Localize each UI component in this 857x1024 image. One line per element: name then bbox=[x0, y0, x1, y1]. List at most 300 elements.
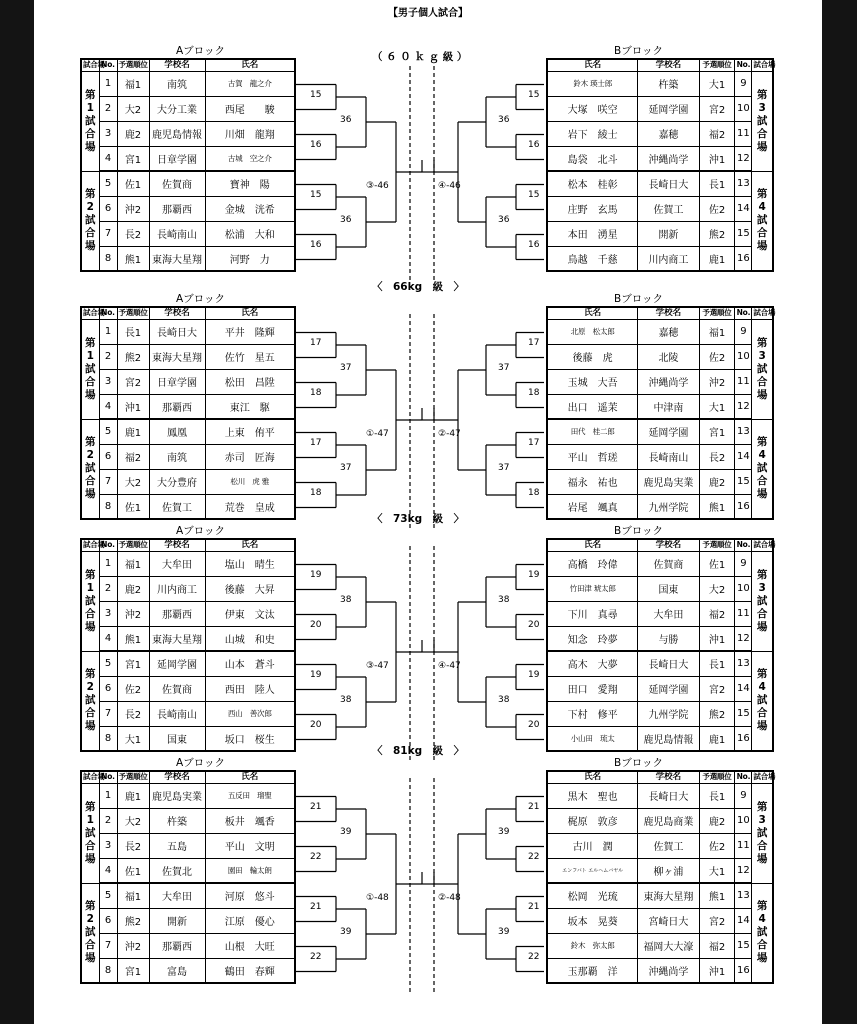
mat-label: 第 1 試 合 場 bbox=[81, 319, 99, 419]
qualifying-rank: 佐1 bbox=[117, 858, 149, 883]
competitor-row bbox=[547, 394, 773, 419]
competitor-row bbox=[547, 908, 773, 933]
column-header: No. bbox=[99, 307, 117, 319]
athlete-name: 西尾 駿 bbox=[205, 96, 295, 121]
tournament-sheet bbox=[34, 0, 822, 1024]
athlete-name: 本田 湧星 bbox=[547, 221, 638, 246]
entry-number: 3 bbox=[99, 601, 117, 626]
competitor-row bbox=[81, 883, 295, 908]
school-name: 長崎日大 bbox=[149, 319, 205, 344]
athlete-name: 松川 虎 雅 bbox=[205, 469, 295, 494]
school-name: 鳳凰 bbox=[149, 419, 205, 444]
school-name: 長崎日大 bbox=[638, 651, 699, 676]
athlete-name: 鈴木 瑛士郎 bbox=[547, 71, 638, 96]
entry-number: 13 bbox=[735, 171, 752, 196]
mat-label: 第 1 試 合 場 bbox=[81, 551, 99, 651]
athlete-name: 塩山 晴生 bbox=[205, 551, 295, 576]
competitor-row bbox=[81, 369, 295, 394]
block-b-table bbox=[546, 770, 774, 984]
qualifying-rank: 長1 bbox=[699, 651, 735, 676]
school-name: 沖縄尚学 bbox=[638, 958, 699, 983]
competitor-row bbox=[547, 958, 773, 983]
athlete-name: 大塚 咲空 bbox=[547, 96, 638, 121]
semifinal-match-number: ①-47 bbox=[366, 429, 389, 439]
entry-number: 4 bbox=[99, 146, 117, 171]
school-name: 川内商工 bbox=[149, 576, 205, 601]
entry-number: 14 bbox=[735, 908, 752, 933]
school-name: 長崎日大 bbox=[638, 171, 699, 196]
school-name: 鹿児島商業 bbox=[638, 808, 699, 833]
competitor-row bbox=[81, 651, 295, 676]
entry-number: 9 bbox=[735, 71, 752, 96]
column-header: 試合場 bbox=[753, 308, 776, 318]
athlete-name: 東江 駆 bbox=[205, 394, 295, 419]
school-name: 南筑 bbox=[149, 444, 205, 469]
entry-number: 15 bbox=[735, 701, 752, 726]
entry-number: 4 bbox=[99, 858, 117, 883]
competitor-row bbox=[547, 319, 773, 344]
qualifying-rank: 宮2 bbox=[699, 908, 735, 933]
column-header: 学校名 bbox=[638, 59, 699, 71]
athlete-name: 古城 空之介 bbox=[205, 146, 295, 171]
round2-match-number: 39 bbox=[340, 827, 352, 837]
qualifying-rank: 宮2 bbox=[117, 369, 149, 394]
competitor-row bbox=[81, 601, 295, 626]
school-name: 国東 bbox=[638, 576, 699, 601]
athlete-name: 福永 祐也 bbox=[547, 469, 638, 494]
column-header: 学校名 bbox=[149, 771, 205, 783]
school-name: 長崎日大 bbox=[638, 783, 699, 808]
mat-label: 第 2 試 合 場 bbox=[81, 883, 99, 983]
athlete-name: 河野 力 bbox=[205, 246, 295, 271]
entry-number: 2 bbox=[99, 344, 117, 369]
athlete-name: 庄野 玄馬 bbox=[547, 196, 638, 221]
mat-label: 第 2 試 合 場 bbox=[81, 651, 99, 751]
qualifying-rank: 熊1 bbox=[699, 883, 735, 908]
round1-match-number: 19 bbox=[310, 570, 322, 580]
mat-label: 第 4 試 合 場 bbox=[752, 883, 773, 983]
school-name: 中津南 bbox=[638, 394, 699, 419]
column-header: 試合場 bbox=[83, 308, 105, 318]
athlete-name: 後藤 虎 bbox=[547, 344, 638, 369]
round1-match-number: 17 bbox=[528, 338, 540, 348]
school-name: 沖縄尚学 bbox=[638, 369, 699, 394]
competitor-row bbox=[81, 146, 295, 171]
weight-section bbox=[34, 30, 822, 266]
qualifying-rank: 熊2 bbox=[117, 344, 149, 369]
qualifying-rank: 大1 bbox=[699, 71, 735, 96]
school-name: 佐賀商 bbox=[638, 551, 699, 576]
column-header: 予選順位 bbox=[118, 540, 148, 550]
qualifying-rank: 大2 bbox=[117, 808, 149, 833]
round1-match-number: 16 bbox=[310, 140, 322, 150]
school-name: 東海大星翔 bbox=[149, 246, 205, 271]
qualifying-rank: 沖2 bbox=[117, 601, 149, 626]
qualifying-rank: 宮1 bbox=[117, 651, 149, 676]
entry-number: 14 bbox=[735, 196, 752, 221]
qualifying-rank: 大1 bbox=[699, 858, 735, 883]
round2-match-number: 37 bbox=[340, 463, 352, 473]
column-header: 予選順位 bbox=[118, 772, 148, 782]
athlete-name: 坂本 晃葵 bbox=[547, 908, 638, 933]
round1-match-number: 19 bbox=[528, 570, 540, 580]
competitor-row bbox=[547, 551, 773, 576]
column-header: No. bbox=[736, 60, 751, 70]
column-header: 氏名 bbox=[547, 539, 638, 551]
block-b-table bbox=[546, 58, 774, 272]
qualifying-rank: 大2 bbox=[117, 469, 149, 494]
school-name: 佐賀北 bbox=[149, 858, 205, 883]
competitor-row bbox=[547, 444, 773, 469]
competitor-row bbox=[547, 369, 773, 394]
round1-match-number: 15 bbox=[528, 90, 540, 100]
school-name: 佐賀工 bbox=[149, 494, 205, 519]
school-name: 五島 bbox=[149, 833, 205, 858]
column-header: 学校名 bbox=[149, 539, 205, 551]
school-name: 東海大星翔 bbox=[149, 626, 205, 651]
round1-match-number: 17 bbox=[528, 438, 540, 448]
column-header: 予選順位 bbox=[118, 60, 148, 70]
school-name: 延岡学園 bbox=[638, 96, 699, 121]
school-name: 嘉穂 bbox=[638, 121, 699, 146]
school-name: 那覇西 bbox=[149, 601, 205, 626]
competitor-row bbox=[547, 626, 773, 651]
school-name: 延岡学園 bbox=[149, 651, 205, 676]
entry-number: 3 bbox=[99, 833, 117, 858]
athlete-name: 鈴木 弥太郎 bbox=[547, 933, 638, 958]
column-header: 氏名 bbox=[205, 59, 295, 71]
entry-number: 16 bbox=[735, 494, 752, 519]
athlete-name: 西山 善次郎 bbox=[205, 701, 295, 726]
competitor-row bbox=[81, 933, 295, 958]
school-name: 鹿児島情報 bbox=[149, 121, 205, 146]
competitor-row bbox=[547, 676, 773, 701]
school-name: 九州学院 bbox=[638, 701, 699, 726]
athlete-name: 松田 昌陞 bbox=[205, 369, 295, 394]
athlete-name: 上東 侑平 bbox=[205, 419, 295, 444]
athlete-name: 後藤 大昇 bbox=[205, 576, 295, 601]
qualifying-rank: 沖2 bbox=[117, 933, 149, 958]
school-name: 嘉穂 bbox=[638, 319, 699, 344]
qualifying-rank: 熊1 bbox=[117, 626, 149, 651]
competitor-row bbox=[81, 246, 295, 271]
round1-match-number: 22 bbox=[310, 852, 322, 862]
competitor-row bbox=[81, 808, 295, 833]
round1-match-number: 20 bbox=[528, 620, 540, 630]
athlete-name: 高木 大夢 bbox=[547, 651, 638, 676]
block-a-title: Aブロック bbox=[176, 757, 225, 769]
qualifying-rank: 鹿1 bbox=[699, 726, 735, 751]
qualifying-rank: 長1 bbox=[117, 319, 149, 344]
competitor-row bbox=[547, 783, 773, 808]
competitor-row bbox=[547, 883, 773, 908]
entry-number: 15 bbox=[735, 469, 752, 494]
competitor-row bbox=[547, 651, 773, 676]
entry-number: 13 bbox=[735, 651, 752, 676]
block-b-title: Bブロック bbox=[614, 45, 663, 57]
qualifying-rank: 長1 bbox=[699, 171, 735, 196]
school-name: 柳ヶ浦 bbox=[638, 858, 699, 883]
block-a-table bbox=[80, 538, 296, 752]
competitor-row bbox=[81, 783, 295, 808]
mat-label: 第 2 試 合 場 bbox=[81, 171, 99, 271]
school-name: 大牟田 bbox=[149, 551, 205, 576]
qualifying-rank: 佐2 bbox=[117, 676, 149, 701]
round1-match-number: 17 bbox=[310, 338, 322, 348]
round2-match-number: 36 bbox=[498, 215, 510, 225]
block-a-title: Aブロック bbox=[176, 45, 225, 57]
column-header: 試合場 bbox=[753, 540, 776, 550]
column-header: 学校名 bbox=[638, 771, 699, 783]
athlete-name: 高橋 玲偉 bbox=[547, 551, 638, 576]
entry-number: 10 bbox=[735, 808, 752, 833]
athlete-name: 金城 洸希 bbox=[205, 196, 295, 221]
entry-number: 9 bbox=[735, 783, 752, 808]
column-header: 学校名 bbox=[638, 539, 699, 551]
block-b-title: Bブロック bbox=[614, 525, 663, 537]
column-header: 予選順位 bbox=[699, 307, 735, 319]
qualifying-rank: 鹿2 bbox=[699, 469, 735, 494]
athlete-name: 山本 蒼斗 bbox=[205, 651, 295, 676]
qualifying-rank: 宮2 bbox=[699, 96, 735, 121]
competitor-row bbox=[547, 146, 773, 171]
competitor-row bbox=[547, 221, 773, 246]
qualifying-rank: 長2 bbox=[117, 833, 149, 858]
athlete-name: 山根 大旺 bbox=[205, 933, 295, 958]
athlete-name: 江原 優心 bbox=[205, 908, 295, 933]
athlete-name: 赤司 匠海 bbox=[205, 444, 295, 469]
entry-number: 1 bbox=[99, 551, 117, 576]
competitor-row bbox=[81, 833, 295, 858]
athlete-name: 岩下 綾士 bbox=[547, 121, 638, 146]
school-name: 九州学院 bbox=[638, 494, 699, 519]
qualifying-rank: 大1 bbox=[699, 394, 735, 419]
athlete-name: 出口 遥茉 bbox=[547, 394, 638, 419]
semifinal-match-number: ①-48 bbox=[366, 893, 389, 903]
athlete-name: 黒木 聖也 bbox=[547, 783, 638, 808]
column-header: 学校名 bbox=[149, 59, 205, 71]
competitor-row bbox=[547, 469, 773, 494]
column-header: 予選順位 bbox=[699, 771, 735, 783]
school-name: 東海大星翔 bbox=[149, 344, 205, 369]
athlete-name: 荒巻 皇成 bbox=[205, 494, 295, 519]
entry-number: 4 bbox=[99, 394, 117, 419]
semifinal-match-number: ④-47 bbox=[438, 661, 461, 671]
competitor-row bbox=[547, 858, 773, 883]
entry-number: 8 bbox=[99, 958, 117, 983]
competitor-row bbox=[81, 221, 295, 246]
round1-match-number: 20 bbox=[528, 720, 540, 730]
competitor-row bbox=[81, 676, 295, 701]
competitor-row bbox=[547, 121, 773, 146]
entry-number: 12 bbox=[735, 146, 752, 171]
athlete-name: 松浦 大和 bbox=[205, 221, 295, 246]
school-name: 佐賀商 bbox=[149, 171, 205, 196]
block-a-title: Aブロック bbox=[176, 525, 225, 537]
semifinal-match-number: ②-47 bbox=[438, 429, 461, 439]
competitor-row bbox=[81, 958, 295, 983]
round2-match-number: 36 bbox=[340, 215, 352, 225]
competitor-row bbox=[547, 196, 773, 221]
entry-number: 3 bbox=[99, 121, 117, 146]
round1-match-number: 22 bbox=[528, 852, 540, 862]
column-header: 氏名 bbox=[547, 307, 638, 319]
entry-number: 7 bbox=[99, 933, 117, 958]
athlete-name: 西田 陸人 bbox=[205, 676, 295, 701]
qualifying-rank: 福2 bbox=[699, 121, 735, 146]
entry-number: 5 bbox=[99, 651, 117, 676]
column-header: 学校名 bbox=[638, 307, 699, 319]
entry-number: 2 bbox=[99, 96, 117, 121]
round1-match-number: 16 bbox=[310, 240, 322, 250]
athlete-name: 板井 颯香 bbox=[205, 808, 295, 833]
entry-number: 6 bbox=[99, 676, 117, 701]
entry-number: 5 bbox=[99, 883, 117, 908]
athlete-name: 岩尾 颯真 bbox=[547, 494, 638, 519]
entry-number: 5 bbox=[99, 419, 117, 444]
column-header: 試合場 bbox=[753, 772, 776, 782]
qualifying-rank: 鹿2 bbox=[117, 576, 149, 601]
entry-number: 13 bbox=[735, 883, 752, 908]
competitor-row bbox=[547, 246, 773, 271]
athlete-name: 島袋 北斗 bbox=[547, 146, 638, 171]
qualifying-rank: 福1 bbox=[699, 319, 735, 344]
athlete-name: 下村 修平 bbox=[547, 701, 638, 726]
qualifying-rank: 大1 bbox=[117, 726, 149, 751]
weight-class-label: （ ６ ０ ｋ ｇ 級 ） bbox=[372, 51, 468, 63]
mat-label: 第 3 試 合 場 bbox=[752, 783, 773, 883]
qualifying-rank: 沖2 bbox=[117, 196, 149, 221]
qualifying-rank: 福2 bbox=[699, 601, 735, 626]
athlete-name: 川畑 龍翔 bbox=[205, 121, 295, 146]
competitor-row bbox=[81, 319, 295, 344]
competitor-row bbox=[81, 71, 295, 96]
competitor-row bbox=[547, 601, 773, 626]
semifinal-match-number: ④-46 bbox=[438, 181, 461, 191]
weight-section bbox=[34, 742, 822, 978]
column-header: No. bbox=[736, 540, 751, 550]
athlete-name: 田口 愛翔 bbox=[547, 676, 638, 701]
athlete-name: 竹田津 琥太郎 bbox=[547, 576, 638, 601]
competitor-row bbox=[81, 626, 295, 651]
qualifying-rank: 熊2 bbox=[117, 908, 149, 933]
athlete-name: 寶神 陽 bbox=[205, 171, 295, 196]
column-header: No. bbox=[736, 772, 751, 782]
athlete-name: 梶原 敦彦 bbox=[547, 808, 638, 833]
school-name: 開新 bbox=[638, 221, 699, 246]
school-name: 南筑 bbox=[149, 71, 205, 96]
round2-match-number: 38 bbox=[498, 595, 510, 605]
column-header: 試合場 bbox=[83, 540, 105, 550]
mat-label: 第 2 試 合 場 bbox=[81, 419, 99, 519]
athlete-name: 玉城 大吾 bbox=[547, 369, 638, 394]
round2-match-number: 38 bbox=[340, 595, 352, 605]
round1-match-number: 21 bbox=[528, 902, 540, 912]
athlete-name: 平山 哲瑳 bbox=[547, 444, 638, 469]
school-name: 杵築 bbox=[149, 808, 205, 833]
school-name: 大分豊府 bbox=[149, 469, 205, 494]
entry-number: 3 bbox=[99, 369, 117, 394]
round1-match-number: 22 bbox=[310, 952, 322, 962]
qualifying-rank: 鹿2 bbox=[117, 121, 149, 146]
qualifying-rank: 大2 bbox=[699, 576, 735, 601]
qualifying-rank: 熊1 bbox=[117, 246, 149, 271]
entry-number: 6 bbox=[99, 196, 117, 221]
qualifying-rank: 福1 bbox=[117, 71, 149, 96]
entry-number: 15 bbox=[735, 933, 752, 958]
athlete-name: エンフバト エルヘムバヤル bbox=[547, 858, 638, 883]
round1-match-number: 21 bbox=[310, 902, 322, 912]
entry-number: 7 bbox=[99, 701, 117, 726]
round2-match-number: 36 bbox=[498, 115, 510, 125]
competitor-row bbox=[81, 576, 295, 601]
athlete-name: 園田 輪太朗 bbox=[205, 858, 295, 883]
qualifying-rank: 沖1 bbox=[699, 958, 735, 983]
entry-number: 11 bbox=[735, 833, 752, 858]
athlete-name: 伊東 文汰 bbox=[205, 601, 295, 626]
school-name: 富島 bbox=[149, 958, 205, 983]
weight-section bbox=[34, 510, 822, 746]
round1-match-number: 15 bbox=[310, 190, 322, 200]
mat-label: 第 4 試 合 場 bbox=[752, 171, 773, 271]
qualifying-rank: 鹿2 bbox=[699, 808, 735, 833]
qualifying-rank: 福1 bbox=[117, 551, 149, 576]
athlete-name: 鶴田 春輝 bbox=[205, 958, 295, 983]
entry-number: 2 bbox=[99, 576, 117, 601]
round1-match-number: 18 bbox=[310, 388, 322, 398]
mat-label: 第 3 試 合 場 bbox=[752, 319, 773, 419]
athlete-name: 鳥越 千慈 bbox=[547, 246, 638, 271]
entry-number: 14 bbox=[735, 676, 752, 701]
athlete-name: 五反田 瑠聖 bbox=[205, 783, 295, 808]
entry-number: 8 bbox=[99, 726, 117, 751]
school-name: 国東 bbox=[149, 726, 205, 751]
round2-match-number: 36 bbox=[340, 115, 352, 125]
column-header: 試合場 bbox=[83, 60, 105, 70]
entry-number: 6 bbox=[99, 444, 117, 469]
qualifying-rank: 宮1 bbox=[699, 419, 735, 444]
column-header: No. bbox=[99, 539, 117, 551]
entry-number: 14 bbox=[735, 444, 752, 469]
athlete-name: 松岡 光琉 bbox=[547, 883, 638, 908]
qualifying-rank: 沖1 bbox=[699, 146, 735, 171]
school-name: 東海大星翔 bbox=[638, 883, 699, 908]
round1-match-number: 16 bbox=[528, 140, 540, 150]
athlete-name: 松本 桂彰 bbox=[547, 171, 638, 196]
entry-number: 5 bbox=[99, 171, 117, 196]
round2-match-number: 38 bbox=[340, 695, 352, 705]
column-header: No. bbox=[99, 59, 117, 71]
round1-match-number: 21 bbox=[310, 802, 322, 812]
mat-label: 第 1 試 合 場 bbox=[81, 783, 99, 883]
round1-match-number: 20 bbox=[310, 720, 322, 730]
school-name: 大牟田 bbox=[638, 601, 699, 626]
semifinal-match-number: ②-48 bbox=[438, 893, 461, 903]
entry-number: 11 bbox=[735, 601, 752, 626]
round2-match-number: 39 bbox=[498, 827, 510, 837]
school-name: 長崎南山 bbox=[638, 444, 699, 469]
competitor-row bbox=[547, 419, 773, 444]
athlete-name: 山城 和史 bbox=[205, 626, 295, 651]
school-name: 大牟田 bbox=[149, 883, 205, 908]
competitor-row bbox=[81, 551, 295, 576]
school-name: 那覇西 bbox=[149, 394, 205, 419]
entry-number: 2 bbox=[99, 808, 117, 833]
entry-number: 12 bbox=[735, 394, 752, 419]
athlete-name: 玉那覇 洋 bbox=[547, 958, 638, 983]
school-name: 長崎南山 bbox=[149, 221, 205, 246]
entry-number: 1 bbox=[99, 319, 117, 344]
